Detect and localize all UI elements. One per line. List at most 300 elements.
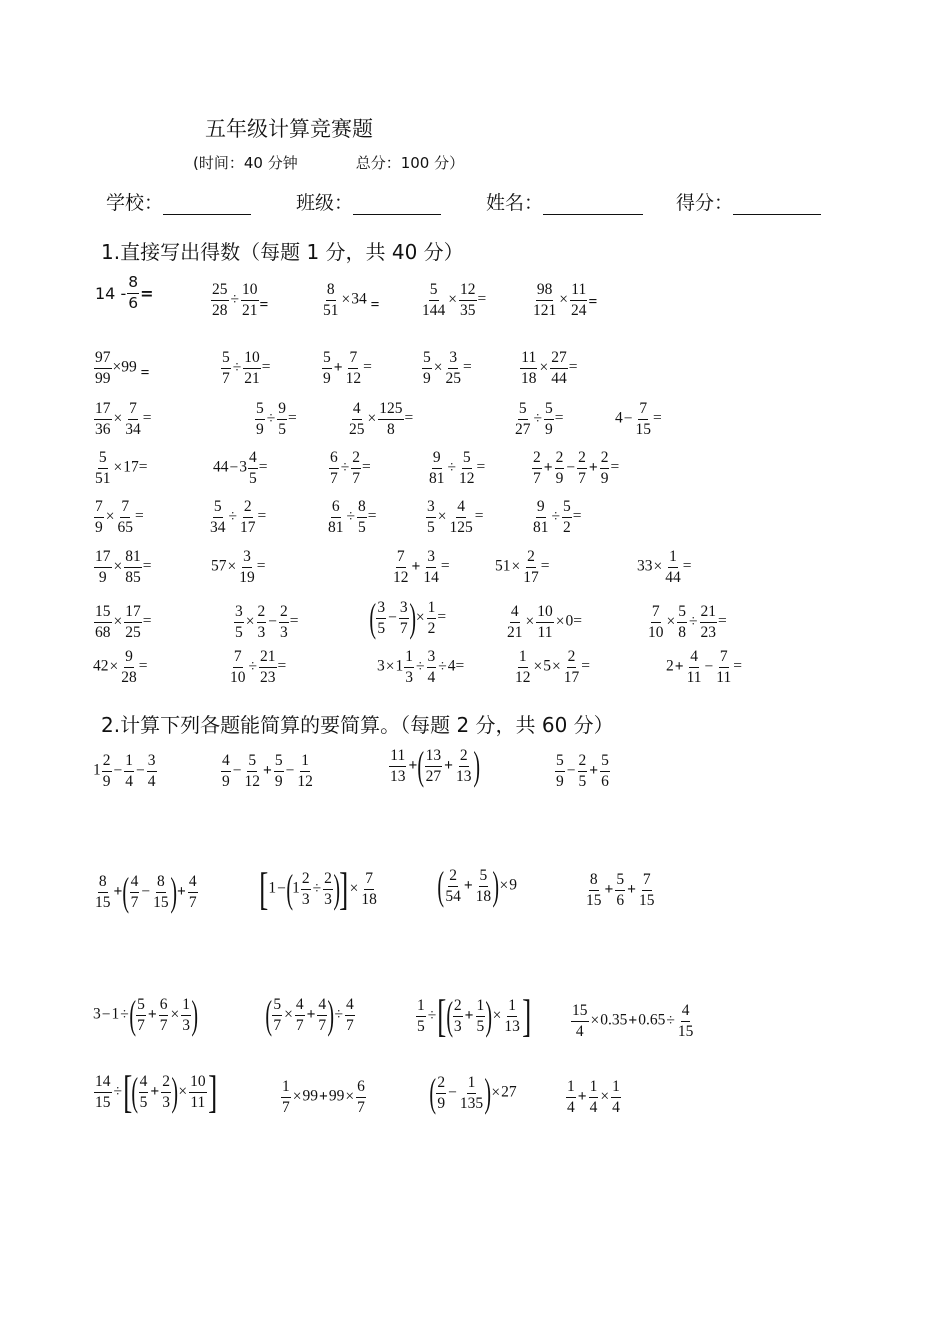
fraction — [404, 649, 414, 685]
calc-2 — [220, 753, 315, 789]
fraction — [422, 549, 440, 585]
denominator: 12 — [345, 369, 362, 387]
numerator: 3 — [147, 753, 157, 772]
denominator: 9 — [274, 772, 283, 790]
operator-eq: = — [455, 657, 465, 675]
fraction — [351, 450, 361, 486]
fraction — [244, 753, 262, 789]
operator-rp: ) — [170, 869, 177, 914]
problem-13 — [347, 401, 413, 437]
operator-minus: − — [229, 458, 239, 476]
denominator: 7 — [295, 1016, 304, 1034]
fraction — [255, 401, 265, 437]
fraction — [422, 350, 432, 386]
fraction — [503, 998, 521, 1034]
operator-minus: − — [388, 608, 397, 626]
numerator: 4 — [345, 997, 355, 1016]
calc-1 — [93, 753, 158, 789]
operator-times: × — [492, 1006, 502, 1024]
denominator: 17 — [240, 518, 256, 536]
operator-times: × — [105, 507, 115, 525]
calc-13 — [93, 1066, 217, 1117]
numerator: 17 — [94, 401, 112, 420]
problem-24 — [425, 499, 484, 535]
school-label: 学校： — [106, 192, 164, 214]
calc-14 — [280, 1079, 367, 1115]
numerator: 2 — [323, 871, 333, 890]
calc-8 — [584, 872, 656, 908]
operator-div: ÷ — [416, 657, 425, 675]
denominator: 21 — [244, 369, 260, 387]
denominator: 7 — [533, 469, 541, 487]
number: 57 — [211, 557, 227, 575]
denominator: 7 — [578, 469, 586, 487]
number: 51 — [495, 557, 511, 575]
numerator: 4 — [689, 649, 699, 668]
numerator: 125 — [378, 401, 403, 420]
denominator: 144 — [422, 301, 446, 319]
operator-eq: = — [540, 557, 550, 575]
numerator: 8 — [589, 872, 599, 891]
denominator: 34 — [210, 518, 226, 536]
operator-times: × — [341, 290, 351, 308]
numerator: 15 — [571, 1003, 589, 1022]
fraction — [600, 753, 610, 789]
fraction — [416, 998, 426, 1034]
fraction — [317, 997, 327, 1033]
fraction — [635, 401, 653, 437]
denominator: 18 — [475, 887, 492, 905]
class-blank[interactable] — [353, 192, 441, 215]
operator-lp: ( — [417, 743, 425, 788]
fraction — [520, 350, 538, 386]
fraction — [161, 1074, 171, 1110]
denominator: 12 — [515, 668, 531, 686]
numerator: 25 — [211, 282, 229, 301]
denominator: 17 — [563, 668, 580, 686]
denominator: 11 — [716, 668, 732, 686]
denominator: 5 — [427, 518, 435, 536]
numerator: 97 — [94, 350, 112, 369]
operator-div: ÷ — [533, 409, 543, 427]
denominator: 15 — [635, 420, 651, 438]
numerator: 4 — [456, 499, 466, 518]
numerator: 1 — [427, 600, 437, 619]
numerator: 21 — [700, 604, 718, 623]
denominator: 7 — [130, 893, 139, 911]
numerator: 2 — [555, 450, 565, 469]
operator-lp: ( — [122, 869, 130, 914]
operator-rp: ) — [333, 866, 340, 911]
operator-plus: + — [408, 756, 418, 774]
fraction — [715, 649, 732, 685]
problem-34 — [505, 604, 582, 640]
operator-rp: ) — [171, 1069, 179, 1114]
operator-plus: + — [588, 458, 598, 476]
denominator: 15 — [586, 891, 602, 909]
numerator: 9 — [124, 649, 134, 668]
numerator: 2 — [243, 499, 253, 518]
number: 0.35 — [600, 1011, 628, 1029]
exam-subtitle — [193, 152, 464, 173]
denominator: 7 — [352, 469, 361, 487]
number: 4 — [615, 409, 623, 427]
fraction — [427, 600, 437, 636]
numerator: 7 — [364, 871, 374, 890]
calc-16 — [565, 1079, 622, 1115]
fraction — [124, 604, 142, 640]
name-blank[interactable] — [543, 192, 643, 215]
numerator: 5 — [274, 753, 284, 772]
fraction — [130, 874, 140, 910]
problem-35 — [646, 604, 727, 640]
number: 99 — [302, 1087, 318, 1105]
fraction — [102, 753, 112, 789]
problem-16 — [93, 450, 148, 486]
operator-eq: = — [588, 293, 598, 311]
denominator: 4 — [147, 772, 156, 790]
operator-plus: + — [628, 1011, 638, 1029]
denominator: 10 — [648, 623, 664, 641]
fraction — [700, 604, 718, 640]
denominator: 13 — [456, 767, 472, 785]
operator-lb: [ — [259, 863, 269, 914]
operator-eq: = — [463, 358, 472, 376]
denominator: 85 — [125, 568, 141, 586]
fraction — [399, 600, 409, 636]
number: 0 — [565, 612, 574, 630]
problem-36 — [93, 649, 148, 685]
denominator: 51 — [323, 301, 339, 319]
operator-eq: = — [257, 507, 267, 525]
numerator: 7 — [642, 872, 652, 891]
operator-eq: = — [370, 296, 380, 314]
fraction — [120, 649, 138, 685]
numerator: 2 — [161, 1074, 171, 1093]
operator-div: ÷ — [689, 612, 698, 630]
numerator: 17 — [94, 549, 112, 568]
problem-6 — [93, 350, 149, 386]
fraction — [248, 450, 258, 486]
numerator: 5 — [98, 450, 108, 469]
numerator: 5 — [600, 753, 610, 772]
operator-plus: + — [674, 657, 684, 675]
denominator: 4 — [612, 1098, 620, 1116]
operator-lb: [ — [123, 1066, 133, 1117]
operator-div: ÷ — [230, 290, 240, 308]
operator-plus: + — [306, 1005, 316, 1023]
denominator: 3 — [162, 1093, 171, 1111]
numerator: 12 — [459, 282, 477, 301]
operator-plus: + — [627, 880, 636, 898]
problem-8 — [321, 350, 372, 386]
operator-times: × — [600, 1087, 610, 1105]
numerator: 1 — [507, 998, 517, 1017]
problem-26 — [93, 549, 152, 585]
denominator: 4 — [589, 1098, 598, 1116]
numerator: 4 — [221, 753, 231, 772]
operator-times: × — [555, 612, 565, 630]
fraction — [322, 350, 332, 386]
operator-eq: = — [277, 657, 287, 675]
denominator: 17 — [523, 568, 539, 586]
denominator: 10 — [230, 668, 246, 686]
operator-times: × — [113, 458, 123, 476]
operator-lb: [ — [437, 990, 447, 1041]
denominator: 4 — [575, 1022, 584, 1040]
denominator: 24 — [571, 301, 587, 319]
numerator: 15 — [94, 604, 112, 623]
numerator: 14 — [94, 1074, 112, 1093]
denominator: 5 — [139, 1093, 148, 1111]
fraction — [272, 997, 282, 1033]
problem-32 — [233, 604, 299, 640]
numerator: 4 — [295, 997, 305, 1016]
denominator: 44 — [665, 568, 681, 586]
operator-div: ÷ — [312, 879, 322, 897]
numerator: 1 — [611, 1079, 621, 1098]
problem-12 — [254, 401, 297, 437]
numerator: 2 — [526, 549, 536, 568]
denominator: 9 — [323, 369, 331, 387]
fraction — [563, 649, 581, 685]
numerator: 2 — [448, 868, 458, 887]
operator-eq: = — [256, 557, 266, 575]
denominator: 9 — [545, 420, 553, 438]
time-limit: (时间：40 分钟 — [193, 154, 298, 172]
denominator: 18 — [521, 369, 537, 387]
denominator: 25 — [349, 420, 365, 438]
denominator: 44 — [551, 369, 567, 387]
numerator: 5 — [615, 872, 625, 891]
fraction — [677, 1003, 695, 1039]
operator-plus: + — [543, 458, 553, 476]
operator-times: × — [437, 507, 447, 525]
numerator: 10 — [536, 604, 554, 623]
denominator: 12 — [244, 772, 260, 790]
denominator: 125 — [449, 518, 473, 536]
fraction — [257, 604, 267, 640]
fraction — [281, 1079, 291, 1115]
denominator: 5 — [377, 619, 386, 637]
calc-4 — [554, 753, 611, 789]
problem-5 — [531, 282, 597, 318]
operator-times: × — [367, 409, 377, 427]
fraction — [532, 499, 550, 535]
fraction — [357, 499, 367, 535]
operator-times: × — [292, 1087, 302, 1105]
numerator: 2 — [600, 450, 610, 469]
numerator: 4 — [681, 1003, 691, 1022]
fraction — [94, 604, 112, 640]
denominator: 4 — [125, 772, 133, 790]
problem-31 — [93, 604, 152, 640]
numerator: 4 — [248, 450, 258, 469]
denominator: 27 — [515, 420, 531, 438]
problem-30 — [637, 549, 692, 585]
problem-11 — [93, 401, 152, 437]
numerator: 1 — [668, 549, 678, 568]
numerator: 1 — [416, 998, 426, 1017]
fraction — [189, 1074, 207, 1110]
operator-eq: = — [367, 507, 377, 525]
operator-times: × — [499, 876, 509, 894]
fraction — [514, 649, 532, 685]
fraction — [555, 450, 565, 486]
denominator: 15 — [95, 1093, 111, 1111]
number: 99 — [328, 1087, 345, 1105]
numerator: 4 — [510, 604, 520, 623]
operator-rb: ] — [521, 990, 532, 1041]
denominator: 3 — [257, 623, 266, 641]
fraction — [453, 998, 463, 1034]
denominator: 7 — [273, 1016, 282, 1034]
numerator: 2 — [301, 871, 311, 890]
denominator: 3 — [301, 890, 310, 908]
fraction — [427, 649, 437, 685]
number: 5 — [543, 657, 551, 675]
numerator: 7 — [348, 350, 358, 369]
numerator: 17 — [124, 604, 142, 623]
denominator: 9 — [600, 469, 609, 487]
denominator: 15 — [638, 891, 655, 909]
problem-40 — [666, 649, 742, 685]
numerator: 5 — [136, 997, 146, 1016]
denominator: 5 — [358, 518, 366, 536]
number: 1 — [395, 657, 404, 675]
fraction — [615, 872, 625, 908]
calc-9 — [93, 992, 198, 1037]
number: 0.65 — [638, 1011, 666, 1029]
fraction — [94, 874, 112, 910]
numerator: 5 — [422, 350, 432, 369]
denominator: 3 — [182, 1016, 190, 1034]
number: 1 — [268, 879, 277, 897]
fraction — [147, 753, 157, 789]
denominator: 81 — [429, 469, 445, 487]
numerator: 1 — [476, 998, 486, 1017]
operator-times: × — [349, 879, 359, 897]
operator-times: × — [511, 557, 521, 575]
problem-19 — [427, 450, 485, 486]
denominator: 81 — [533, 518, 549, 536]
fraction — [522, 549, 540, 585]
operator-times: × — [433, 358, 443, 376]
problem-38 — [377, 649, 464, 685]
number: 4 — [447, 657, 456, 675]
operator-div: ÷ — [340, 458, 350, 476]
operator-eq: = — [259, 296, 269, 314]
denominator: 5 — [417, 1017, 425, 1035]
numerator: 7 — [719, 649, 729, 668]
fraction — [124, 753, 134, 789]
numerator: 5 — [255, 401, 265, 420]
operator-div: ÷ — [228, 507, 238, 525]
denominator: 12 — [459, 469, 475, 487]
operator-rp: ) — [472, 743, 480, 788]
operator-plus: + — [589, 761, 599, 779]
operator-times: × — [345, 1087, 355, 1105]
calc-7 — [437, 863, 517, 908]
denominator: 5 — [278, 420, 287, 438]
operator-eq: = — [573, 612, 582, 630]
name-field[interactable] — [486, 188, 643, 215]
fraction — [570, 282, 588, 318]
class-field[interactable] — [296, 188, 441, 215]
fraction — [181, 997, 191, 1033]
denominator: 7 — [137, 1016, 145, 1034]
numerator: 1 — [281, 1079, 291, 1098]
operator-plus: + — [113, 882, 123, 900]
fraction — [476, 998, 486, 1034]
denominator: 6 — [601, 772, 609, 790]
operator-times: × — [448, 290, 457, 308]
operator-div: ÷ — [120, 1005, 129, 1023]
denominator: 7 — [282, 1098, 290, 1116]
problem-23 — [326, 499, 377, 535]
operator-plus: + — [263, 761, 272, 779]
school-blank[interactable] — [163, 192, 251, 215]
operator-eq: = — [138, 458, 148, 476]
numerator: 8 — [127, 275, 139, 294]
operator-times: × — [525, 612, 535, 630]
numerator: 4 — [317, 997, 327, 1016]
number: 1 — [111, 1005, 120, 1023]
operator-div: ÷ — [266, 409, 276, 427]
problem-4 — [420, 282, 486, 318]
problem-18 — [328, 450, 371, 486]
operator-eq: = — [610, 458, 620, 476]
denominator: 23 — [260, 668, 276, 686]
fraction — [638, 872, 656, 908]
problem-29 — [495, 549, 550, 585]
fraction — [392, 549, 410, 585]
operator-eq: = — [289, 612, 299, 630]
numerator: 7 — [233, 649, 243, 668]
fraction — [94, 549, 112, 585]
denominator: 7 — [346, 1016, 354, 1034]
numerator: 8 — [98, 874, 108, 893]
fraction — [159, 997, 169, 1033]
denominator: 9 — [98, 568, 107, 586]
numerator: 5 — [518, 401, 528, 420]
number: 34 — [351, 290, 367, 308]
operator-minus: − — [113, 761, 123, 779]
denominator: 36 — [95, 420, 111, 438]
operator-plus: + — [411, 557, 421, 575]
fraction — [295, 997, 305, 1033]
fraction — [455, 748, 473, 784]
fraction — [550, 350, 568, 386]
denominator: 81 — [328, 518, 344, 536]
operator-lp: ( — [437, 863, 444, 908]
score-blank[interactable] — [733, 192, 821, 215]
denominator: 51 — [95, 469, 111, 487]
fraction — [532, 450, 542, 486]
denominator: 25 — [445, 369, 461, 387]
fraction — [458, 450, 476, 486]
operator-plus: + — [464, 1006, 474, 1024]
problem-14 — [513, 401, 564, 437]
operator-rp: ) — [327, 992, 335, 1037]
numerator: 5 — [479, 868, 489, 887]
score-field[interactable] — [676, 188, 821, 215]
school-field[interactable] — [106, 188, 251, 215]
numerator: 5 — [677, 604, 687, 623]
numerator: 2 — [436, 1075, 446, 1094]
fraction — [211, 282, 229, 318]
problem-22 — [208, 499, 266, 535]
